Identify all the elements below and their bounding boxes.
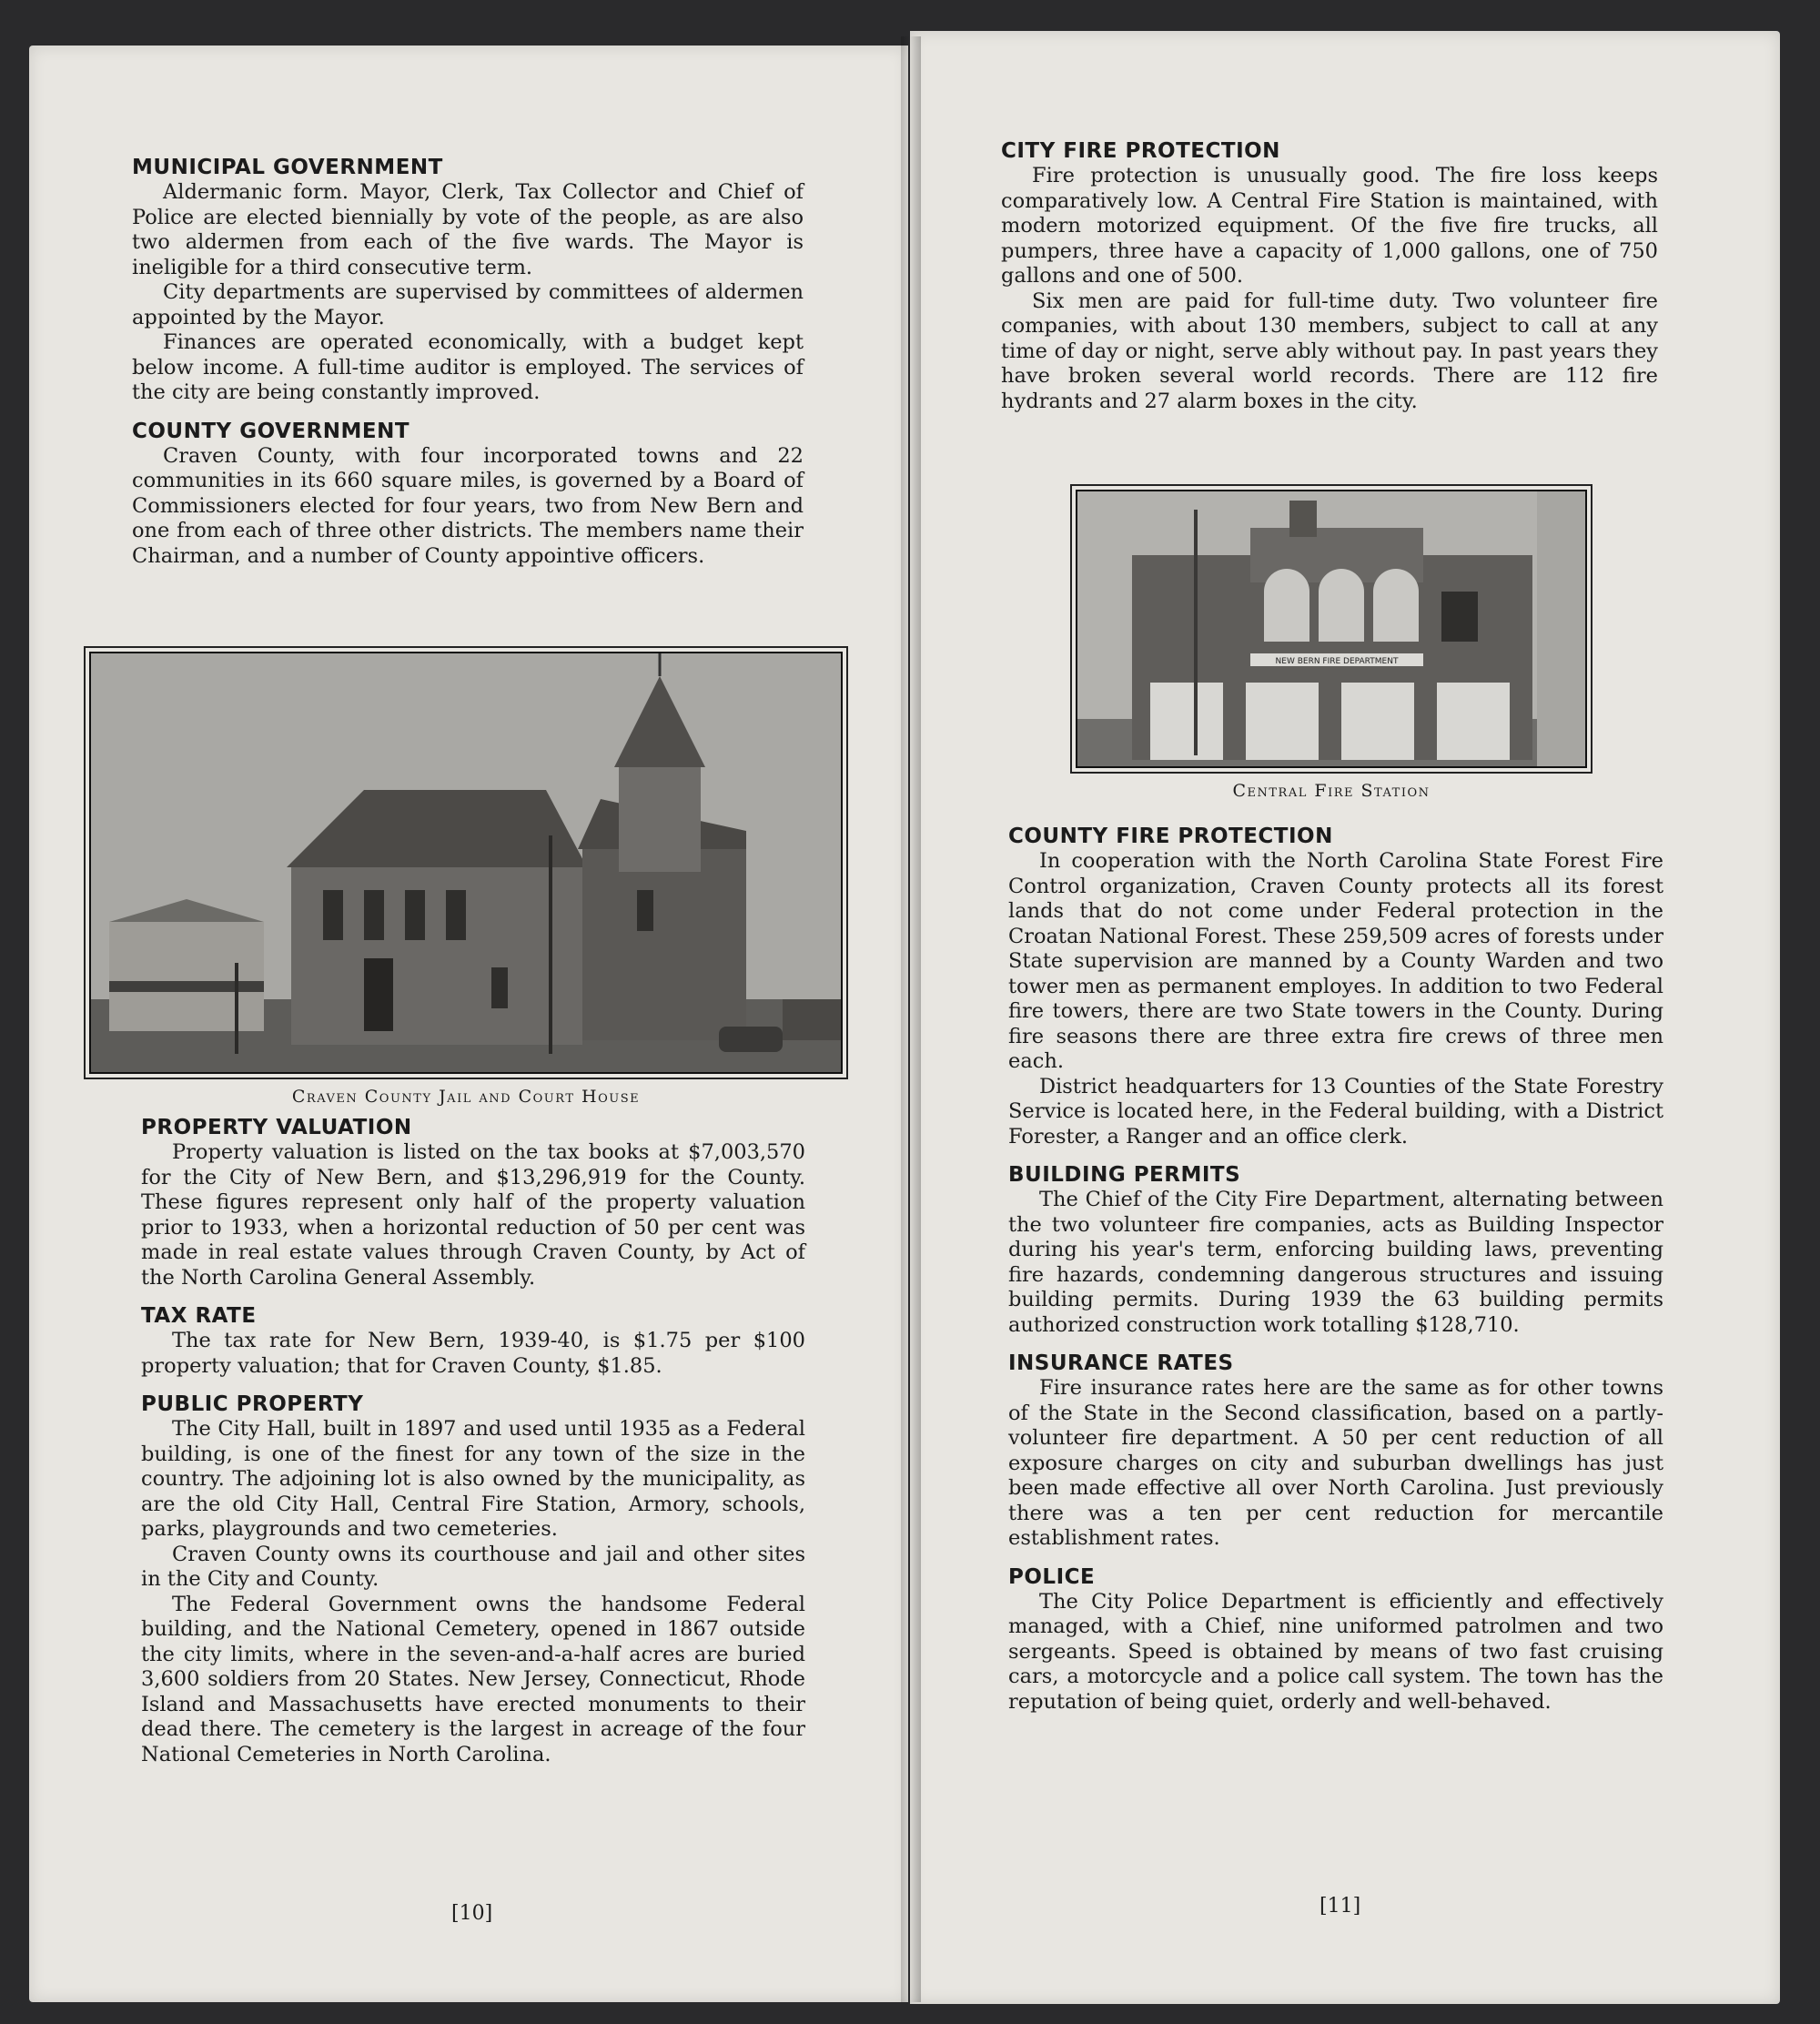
section-county-government: [132, 419, 804, 570]
paragraph: In cooperation with the North Carolina State Forest Fire Control organization, Craven County protects all its forest lands that do not come under Federal protection in the Croatan National Forest. These 259,509 acres of forests under State supervision are manned by a County Warden and two tower men as permanent employes. In addition to two Federal fire towers, there are two State towers in the County. During fire seasons there are three extra fire crews of three men each.: [1008, 849, 1663, 1073]
paragraph: Property valuation is listed on the tax books at $7,003,570 for the City of New Bern, and $13,296,919 for the County. These figures represent only half of the property valuation prior to 1933, when a horizontal reduction of 50 per cent was made in real estate values through Craven County, by Act of the North Carolina General Assembly.: [141, 1140, 805, 1290]
section-heading: CITY FIRE PROTECTION: [1001, 139, 1280, 163]
paragraph: Six men are paid for full-time duty. Two volunteer fire companies, with about 130 members, subject to call at any time of day or night, serve ably without pay. In past years they have broken several world records. There are 112 fire hydrants and 27 alarm boxes in the city.: [1001, 288, 1658, 413]
section-public-property: [141, 1392, 805, 1767]
paragraph: The City Police Department is efficiently and effectively managed, with a Chief, nine uniformed patrolmen and two sergeants. Speed is obtained by means of two fast cruising cars, a motorcycle and a police call system. The town has the reputation of being quiet, orderly and well-behaved.: [1008, 1589, 1663, 1714]
courthouse-photo-frame: [84, 646, 848, 1079]
courthouse-illustration: [91, 653, 843, 1072]
fire-station-photo-block: [1070, 484, 1592, 801]
section-county-fire-protection: [1008, 824, 1663, 1149]
left-page-column: [132, 155, 804, 578]
page-number-right: [11]: [1320, 1895, 1361, 1918]
paragraph: Aldermanic form. Mayor, Clerk, Tax Collector and Chief of Police are elected biennially by vote of the people, as are also two aldermen from each of the five wards. The Mayor is ineligible for a third consecutive term.: [132, 180, 804, 279]
courthouse-photo: [89, 652, 843, 1074]
left-page-column-lower: [141, 1115, 805, 1780]
courthouse-photo-block: [84, 646, 848, 1107]
section-building-permits: [1008, 1162, 1663, 1338]
paragraph: Fire protection is unusually good. The fire loss keeps comparatively low. A Central Fire Station is maintained, with modern motorized equipment. Of the five fire trucks, all pumpers, three have a capacity of 1,000 gallons, one of 750 gallons and one of 500.: [1001, 164, 1658, 288]
paragraph: The tax rate for New Bern, 1939-40, is $1.75 per $100 property valuation; that for Craven County, $1.85.: [141, 1329, 805, 1378]
paragraph: District headquarters for 13 Counties of the State Forestry Service is located here, in the Federal building, with a District Forester, a Ranger and an office clerk.: [1008, 1074, 1663, 1149]
section-heading: TAX RATE: [141, 1304, 257, 1328]
section-municipal-government: [132, 155, 804, 406]
right-page-column: [1001, 138, 1658, 427]
section-heading: PUBLIC PROPERTY: [141, 1392, 364, 1416]
fire-station-photo-frame: [1070, 484, 1592, 774]
paragraph: The City Hall, built in 1897 and used until 1935 as a Federal building, is one of the finest for any town of the size in the country. The adjoining lot is also owned by the municipality, as are the old City Hall, Central Fire Station, Armory, schools, parks, playgrounds and two cemeteries.: [141, 1417, 805, 1541]
section-insurance-rates: [1008, 1351, 1663, 1552]
paragraph: Craven County owns its courthouse and jail and other sites in the City and County.: [141, 1542, 805, 1591]
book-gutter: [901, 36, 921, 2002]
section-police: [1008, 1564, 1663, 1715]
photo-caption: Craven County Jail and Court House: [291, 1087, 641, 1107]
section-heading: INSURANCE RATES: [1008, 1351, 1234, 1375]
fire-department-sign: NEW BERN FIRE DEPARTMENT: [1275, 657, 1399, 666]
paragraph: Fire insurance rates here are the same as for other towns of the State in the Second classification, based on a partly-volunteer fire department. A 50 per cent reduction of all exposure charges on city and suburban dwellings has just been made effective all over North Carolina. Just previously there was a ten per cent reduction for mercantile establishment rates.: [1008, 1376, 1663, 1550]
section-heading: PROPERTY VALUATION: [141, 1116, 412, 1139]
section-city-fire-protection: [1001, 138, 1658, 414]
section-property-valuation: [141, 1115, 805, 1290]
paragraph: Finances are operated economically, with a budget kept below income. A full-time auditor is employed. The services of the city are being constantly improved.: [132, 330, 804, 404]
paragraph: City departments are supervised by committees of aldermen appointed by the Mayor.: [132, 280, 804, 329]
section-heading: MUNICIPAL GOVERNMENT: [132, 156, 443, 179]
fire-station-illustration: [1077, 491, 1587, 766]
paragraph: The Federal Government owns the handsome Federal building, and the National Cemetery, opened in 1867 outside the city limits, where in the seven-and-a-half acres are buried 3,600 soldiers from 20 States. New Jersey, Connecticut, Rhode Island and Massachusetts have erected monuments to their dead there. The cemetery is the largest in acreage of the four National Cemeteries in North Carolina.: [141, 1592, 805, 1766]
paragraph: Craven County, with four incorporated towns and 22 communities in its 660 square miles, is governed by a Board of Commissioners elected for four years, two from New Bern and one from each of three other districts. The members name their Chairman, and a number of County appointive officers.: [132, 443, 804, 568]
photo-caption: Central Fire Station: [1232, 781, 1431, 801]
section-heading: COUNTY GOVERNMENT: [132, 419, 410, 443]
section-heading: COUNTY FIRE PROTECTION: [1008, 825, 1333, 848]
section-heading: POLICE: [1008, 1564, 1096, 1589]
page-number-left: [10]: [451, 1902, 493, 1925]
right-page-column-lower: [1008, 824, 1663, 1727]
section-tax-rate: [141, 1303, 805, 1379]
section-heading: BUILDING PERMITS: [1008, 1163, 1241, 1187]
fire-station-photo: [1076, 490, 1587, 768]
paragraph: The Chief of the City Fire Department, alternating between the two volunteer fire companies, acts as Building Inspector during his year's term, enforcing building laws, preventing fire hazards, condemning dangerous structures and issuing building permits. During 1939 the 63 building permits authorized construction work totalling $128,710.: [1008, 1188, 1663, 1337]
